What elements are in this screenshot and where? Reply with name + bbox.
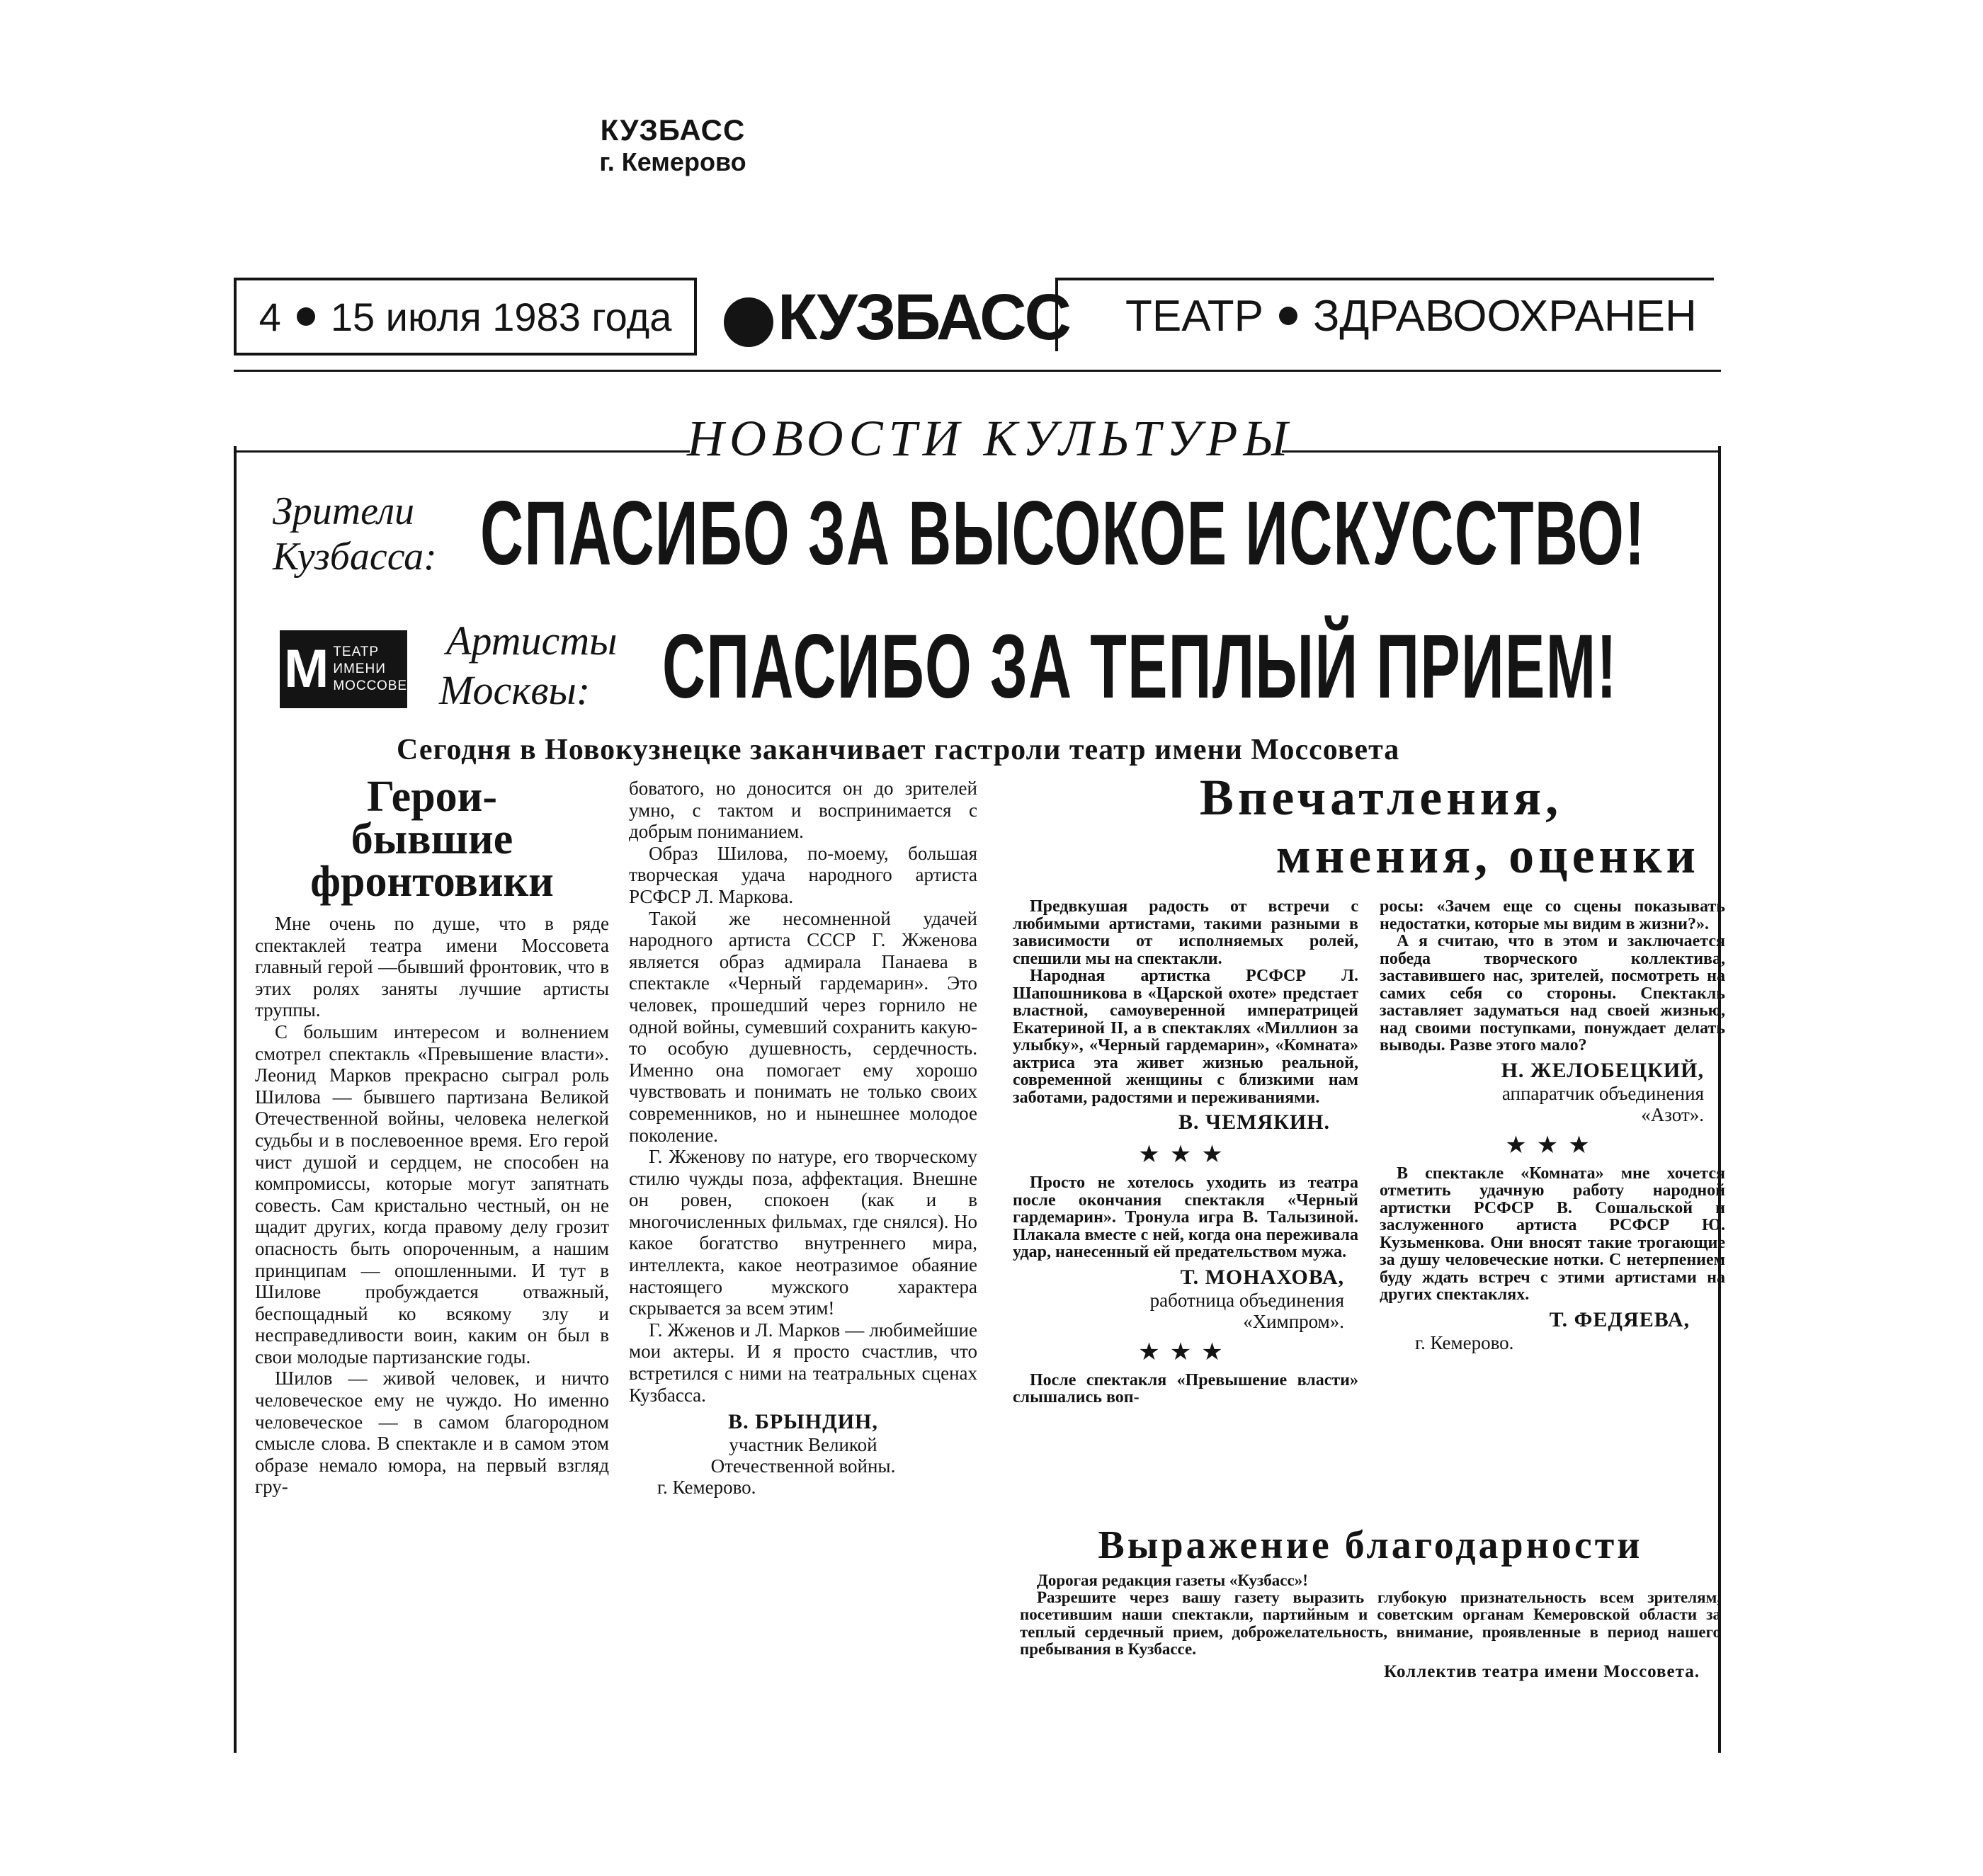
role-line: «Химпром». [1243, 1310, 1344, 1332]
signature-zhelobetsky: Н. ЖЕЛОБЕЦКИЙ, [1501, 1058, 1704, 1082]
bullet-icon [1279, 307, 1297, 325]
header-rule [234, 370, 1721, 372]
article-heroes [255, 775, 609, 1498]
newspaper-logo [724, 275, 1069, 360]
badge-line: МОССОВЕТА [333, 678, 426, 693]
paragraph: Просто не хотелось уходить из театра после окончания спектакля «Черный гардемарин». Тронула игра В. Талызиной. Плакала вместе с ней, когда она переживала удар, нанесенный ей предательством мужа. [1013, 1173, 1358, 1261]
lead-line: Кузбасса: [273, 535, 437, 579]
article-heroes-continued [629, 778, 977, 1498]
paragraph: После спектакля «Превышение власти» слышались воп- [1013, 1370, 1358, 1406]
title-line: мнения, оценки [1275, 827, 1700, 884]
headline-2: СПАСИБО ЗА ТЕПЛЫЙ ПРИЕМ! [662, 616, 1618, 717]
role-line: аппаратчик объединения [1501, 1082, 1704, 1104]
paragraph: Шилов — живой человек, и ничто человеческое ему не чуждо. Но именно человеческое — в самом благородном смысле слова. В спектакле и в самом этом образе немало юмора, на первый взгляд гру- [255, 1368, 609, 1498]
theatre-logo [280, 630, 426, 708]
stamp-city: г. Кемерово [599, 147, 746, 177]
signature-role [1380, 1083, 1725, 1125]
gratitude-body [1020, 1572, 1721, 1658]
impressions-left-body-2 [1013, 1174, 1358, 1261]
impressions-left-body [1013, 898, 1358, 1106]
title-line: Впечатления, [1199, 769, 1563, 826]
paragraph: С большим интересом и волнением смотрел спектакль «Превышение власти». Леонид Марков прекрасно сыграл роль Шилова — бывшего партизана Великой Отечественной войны, человека нелегкой судьбы и в послевоенное время. Его герой чист душой и сердцем, не способен на компромиссы, которые могут запятнать совесть. Сам кристально честный, он не щадит других, когда правому делу грозит опасность быть опороченным, а нашим принципам — опошленными. И тут в Шилове пробуждается отважный, беспощадный ко всякому злу и несправедливости воин, каким он был в свои молодые партизанские годы. [255, 1021, 609, 1368]
impressions-right-body [1380, 898, 1725, 1054]
article-impressions-left [1013, 898, 1358, 1406]
role-line: Отечественной войны. [710, 1455, 896, 1477]
lead-line: Артисты [446, 618, 618, 664]
bullet-icon [297, 307, 315, 326]
paragraph: Народная артистка РСФСР Л. Шапошникова в «Царской охоте» предстает властной, самоуверенной императрицей Екатериной II, а в спектаклях «Миллион за улыбку», «Черный гардемарин», «Комната» актриса эта живет жизнью реальной, современной женщины с близкими нам заботами, радостями и переживаниями. [1013, 967, 1358, 1107]
article-impressions-title [1006, 768, 1714, 885]
stars-divider: ★★★ [1505, 1132, 1600, 1159]
paragraph: Мне очень по душе, что в ряде спектаклей театра имени Моссовета главный герой —бывший фронтовик, что в этих ролях заняты лучшие артисты труппы. [255, 913, 609, 1021]
paragraph: Предвкушая радость от встречи с любимыми артистами, такими разными в зависимости от исполняемых ролей, спешили мы на спектакли. [1013, 897, 1358, 968]
role-line: участник Великой [729, 1434, 877, 1456]
section-health: ЗДРАВООХРАНЕН [1312, 291, 1697, 341]
section-theatre: ТЕАТР [1125, 291, 1263, 341]
lead-line: Москвы: [439, 667, 591, 713]
article-heroes-title [255, 773, 609, 906]
paragraph: А я считаю, что в этом и заключается победа творческого коллектива, заставившего нас, зрителей, посмотреть на самих себя со стороны. Спектакль заставляет задуматься над своей жизнью, над своими поступками, понуждает делать выводы. Разве этого мало? [1380, 932, 1725, 1054]
role-line: «Азот». [1641, 1103, 1704, 1125]
stars-divider: ★★★ [1138, 1142, 1233, 1168]
article-gratitude-title: Выражение благодарности [1098, 1523, 1643, 1567]
badge-letter: М [284, 639, 329, 699]
paragraph: росы: «Зачем еще со сцены показывать недостатки, которые мы видим в жизни?». [1380, 897, 1725, 933]
article-heroes-cont-body [629, 778, 977, 1406]
title-line: фронтовики [310, 858, 554, 906]
article-gratitude [1020, 1523, 1721, 1682]
impressions-right-body-2 [1380, 1165, 1725, 1304]
rubric-rule-right [1282, 450, 1718, 453]
article-impressions-right [1380, 898, 1725, 1353]
headline-lead-1 [273, 489, 437, 579]
issue-date: 15 июля 1983 года [330, 294, 672, 339]
headline-lead-2 [439, 616, 617, 715]
paragraph: Разрешите через вашу газету выразить глубокую признательность всем зрителям, посетившим наши спектакли, партийным и советским органам Кемеровской области за теплый сердечный прием, доброжелательность, внимание, проявленные в период нашего пребывания в Кузбассе. [1020, 1588, 1721, 1658]
stars-divider: ★★★ [1138, 1338, 1233, 1365]
paragraph: Образ Шилова, по-моему, большая творческая удача народного артиста РСФСР Л. Маркова. [629, 842, 977, 907]
logo-text: КУЗБАСС [778, 281, 1069, 353]
signature-collective: Коллектив театра имени Моссовета. [1384, 1662, 1700, 1682]
lead-line: Зрители [273, 489, 415, 533]
paragraph: В спектакле «Комната» мне хочется отметить удачную работу народной артистки РСФСР В. Сошальской и заслуженного артиста РСФСР Ю. Кузьменкова. Они вносят такие трогающие за душу человеческие нотки. С нетерпением буду ждать встреч с этими артистами на других спектаклях. [1380, 1164, 1725, 1304]
impressions-left-body-3 [1013, 1372, 1358, 1406]
signature-chemyakin: В. ЧЕМЯКИН. [1178, 1110, 1330, 1134]
role-city: г. Кемерово. [657, 1477, 756, 1499]
title-line: бывшие [351, 815, 513, 863]
stamp-newspaper: КУЗБАСС [600, 113, 746, 147]
signature-bryndin: В. БРЫНДИН, [728, 1410, 878, 1434]
issue-date-box [234, 278, 697, 356]
paragraph: Г. Жженов и Л. Марков — любимейшие мои актеры. И я просто счастлив, что встретился с ними на театральных сценах Кузбасса. [629, 1319, 977, 1406]
article-heroes-body [255, 913, 609, 1498]
signature-monakhova: Т. МОНАХОВА, [1180, 1265, 1344, 1289]
rubric-rule-left [237, 450, 690, 453]
intro-line: Сегодня в Новокузнецке заканчивает гастроли театр имени Моссовета [397, 734, 1400, 766]
badge-line: ИМЕНИ [333, 661, 386, 676]
salutation: Дорогая редакция газеты «Кузбасс»! [1037, 1571, 1308, 1589]
badge-line: ТЕАТР [333, 644, 380, 659]
rubric-title: НОВОСТИ КУЛЬТУРЫ [687, 410, 1294, 467]
paragraph: Г. Жженову по натуре, его творческому стилю чужды поза, аффектация. Внешне он ровен, спокоен (как и в многочисленных фильмах, где снялся). Но какое богатство внутреннего мира, интеллекта, какое неотразимое обаяние настоящего мужского характера скрывается за всем этим! [629, 1146, 977, 1319]
clipping-stamp [538, 113, 807, 177]
section-label-box [1055, 278, 1714, 351]
page-number: 4 [258, 294, 281, 339]
role-line: работница объединения [1149, 1289, 1344, 1311]
badge-text [333, 644, 425, 695]
paragraph: Такой же несомненной удачей народного артиста СССР Г. Жженова является образ адмирала Панаева в спектакле «Черный гардемарин». Это человек, прошедший через горнило не одной войны, сумевший сохранить какую-то особую душевность, сердечность. Именно она помогает ему хорошо чувствовать и понимать не только своих современников, но и нынешнее молодое поколение. [629, 907, 977, 1146]
signature-fedyaeva: Т. ФЕДЯЕВА, [1549, 1307, 1690, 1331]
headline-1: СПАСИБО ЗА ВЫСОКОЕ ИСКУССТВО! [480, 483, 1646, 584]
signature-role [1013, 1290, 1358, 1332]
emblem-icon [724, 297, 773, 347]
signature-role [629, 1434, 977, 1498]
signature-city: г. Кемерово. [1415, 1331, 1514, 1353]
paragraph: боватого, но доносится он до зрителей умно, с тактом и воспринимается с добрым пониманием. [629, 778, 977, 843]
title-line: Герои- [366, 773, 498, 821]
